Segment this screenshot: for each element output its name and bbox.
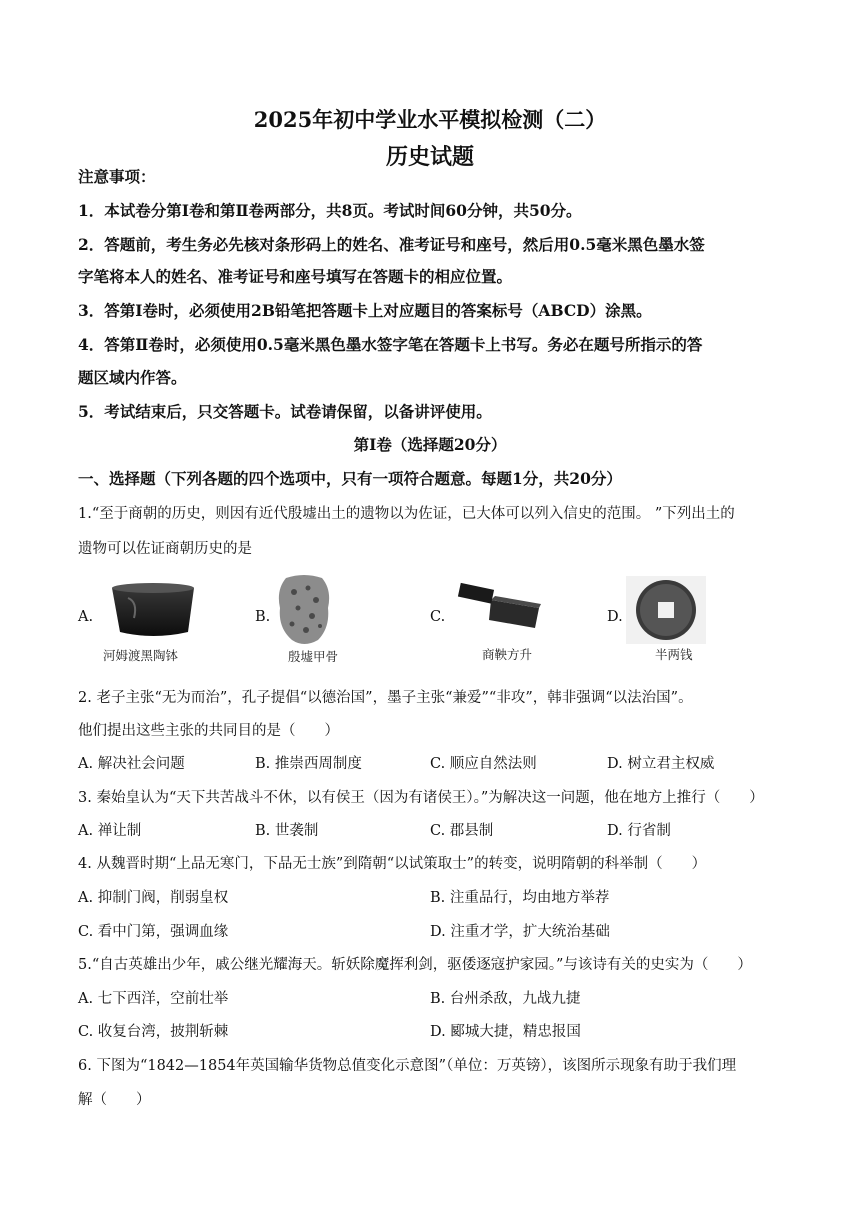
q2-option-a[interactable]: A. 解决社会问题: [78, 756, 185, 772]
notice-heading: 注意事项：: [78, 167, 156, 186]
black-pottery-bowl-image: [108, 578, 198, 642]
q4-option-c[interactable]: C. 看中门第，强调血缘: [78, 924, 229, 940]
notice-item: 5．考试结束后，只交答题卡。试卷请保留，以备讲评使用。: [78, 402, 492, 421]
section-title: 第Ⅰ卷（选择题20分）: [353, 435, 507, 454]
option-c-letter[interactable]: C.: [430, 609, 446, 625]
option-c-caption: 商鞅方升: [482, 647, 533, 662]
option-b-letter[interactable]: B.: [255, 609, 271, 625]
q3-option-a[interactable]: A. 禅让制: [78, 823, 142, 839]
section-heading: 一、选择题（下列各题的四个选项中，只有一项符合题意。每题1分，共20分）: [78, 469, 622, 488]
question-1-line-1: 1.“至于商朝的历史，则因有近代殷墟出土的遗物以为佐证，已大体可以列入信史的范围。 ”下列出土的: [78, 506, 735, 522]
question-4-line-1: 4. 从魏晋时期“上品无寒门，下品无士族”到隋朝“以试策取士”的转变，说明隋朝的科举制（ ）: [78, 856, 707, 872]
page-subtitle: 历史试题: [385, 144, 474, 170]
q3-option-c[interactable]: C. 郡县制: [430, 823, 494, 839]
q5-option-c[interactable]: C. 收复台湾，披荆斩棘: [78, 1024, 229, 1040]
q3-option-d[interactable]: D. 行省制: [607, 823, 671, 839]
q2-option-c[interactable]: C. 顺应自然法则: [430, 756, 537, 772]
shang-yang-measure-image: [455, 580, 545, 632]
question-2-line-1: 2. 老子主张“无为而治”，孔子提倡“以德治国”，墨子主张“兼爱”“非攻”，韩非强调“以法治国”。: [78, 690, 693, 706]
notice-item: 题区域内作答。: [78, 368, 187, 387]
q4-option-a[interactable]: A. 抑制门阀，削弱皇权: [78, 890, 229, 906]
notice-item: 4．答第Ⅱ卷时，必须使用0.5毫米黑色墨水签字笔在答题卡上书写。务必在题号所指示的答: [78, 335, 703, 354]
option-a-letter[interactable]: A.: [78, 609, 94, 625]
page-title: 2025年初中学业水平模拟检测（二）: [253, 107, 607, 132]
question-3-line-1: 3. 秦始皇认为“天下共苦战斗不休，以有侯王（因为有诸侯王）。”为解决这一问题，他在地方上推行（ ）: [78, 790, 764, 806]
banliang-coin-image: [626, 576, 706, 644]
option-d-caption: 半两钱: [655, 647, 693, 662]
q4-option-b[interactable]: B. 注重品行，均由地方举荐: [430, 890, 610, 906]
notice-item: 2．答题前，考生务必先核对条形码上的姓名、准考证号和座号，然后用0.5毫米黑色墨水签: [78, 235, 705, 254]
q4-option-d[interactable]: D. 注重才学，扩大统治基础: [430, 924, 610, 940]
q3-option-b[interactable]: B. 世袭制: [255, 823, 319, 839]
option-b-caption: 殷墟甲骨: [288, 649, 339, 664]
question-6-line-2: 解（ ）: [78, 1092, 151, 1108]
option-d-letter[interactable]: D.: [607, 609, 623, 625]
q2-option-d[interactable]: D. 树立君主权威: [607, 756, 715, 772]
notice-item: 字笔将本人的姓名、准考证号和座号填写在答题卡的相应位置。: [78, 267, 513, 286]
q5-option-b[interactable]: B. 台州杀敌，九战九捷: [430, 991, 581, 1007]
question-6-line-1: 6. 下图为“1842—1854年英国输华货物总值变化示意图”（单位：万英镑），该图所示现象有助于我们理: [78, 1058, 737, 1074]
question-1-line-2: 遗物可以佐证商朝历史的是: [78, 541, 252, 557]
question-5-line-1: 5.“自古英雄出少年，戚公继光耀海天。斩妖除魔挥利剑，驱倭逐寇护家园。”与该诗有关的史实为（ ）: [78, 957, 752, 973]
notice-item: 1．本试卷分第Ⅰ卷和第Ⅱ卷两部分，共8页。考试时间60分钟，共50分。: [78, 201, 582, 220]
q5-option-a[interactable]: A. 七下西洋，空前壮举: [78, 991, 229, 1007]
q2-option-b[interactable]: B. 推崇西周制度: [255, 756, 362, 772]
option-a-caption: 河姆渡黑陶钵: [103, 648, 179, 663]
oracle-bone-image: [272, 572, 336, 648]
notice-item: 3．答第Ⅰ卷时，必须使用2B铅笔把答题卡上对应题目的答案标号（ABCD）涂黑。: [78, 301, 652, 320]
q5-option-d[interactable]: D. 郾城大捷，精忠报国: [430, 1024, 581, 1040]
question-2-line-2: 他们提出这些主张的共同目的是（ ）: [78, 723, 339, 739]
